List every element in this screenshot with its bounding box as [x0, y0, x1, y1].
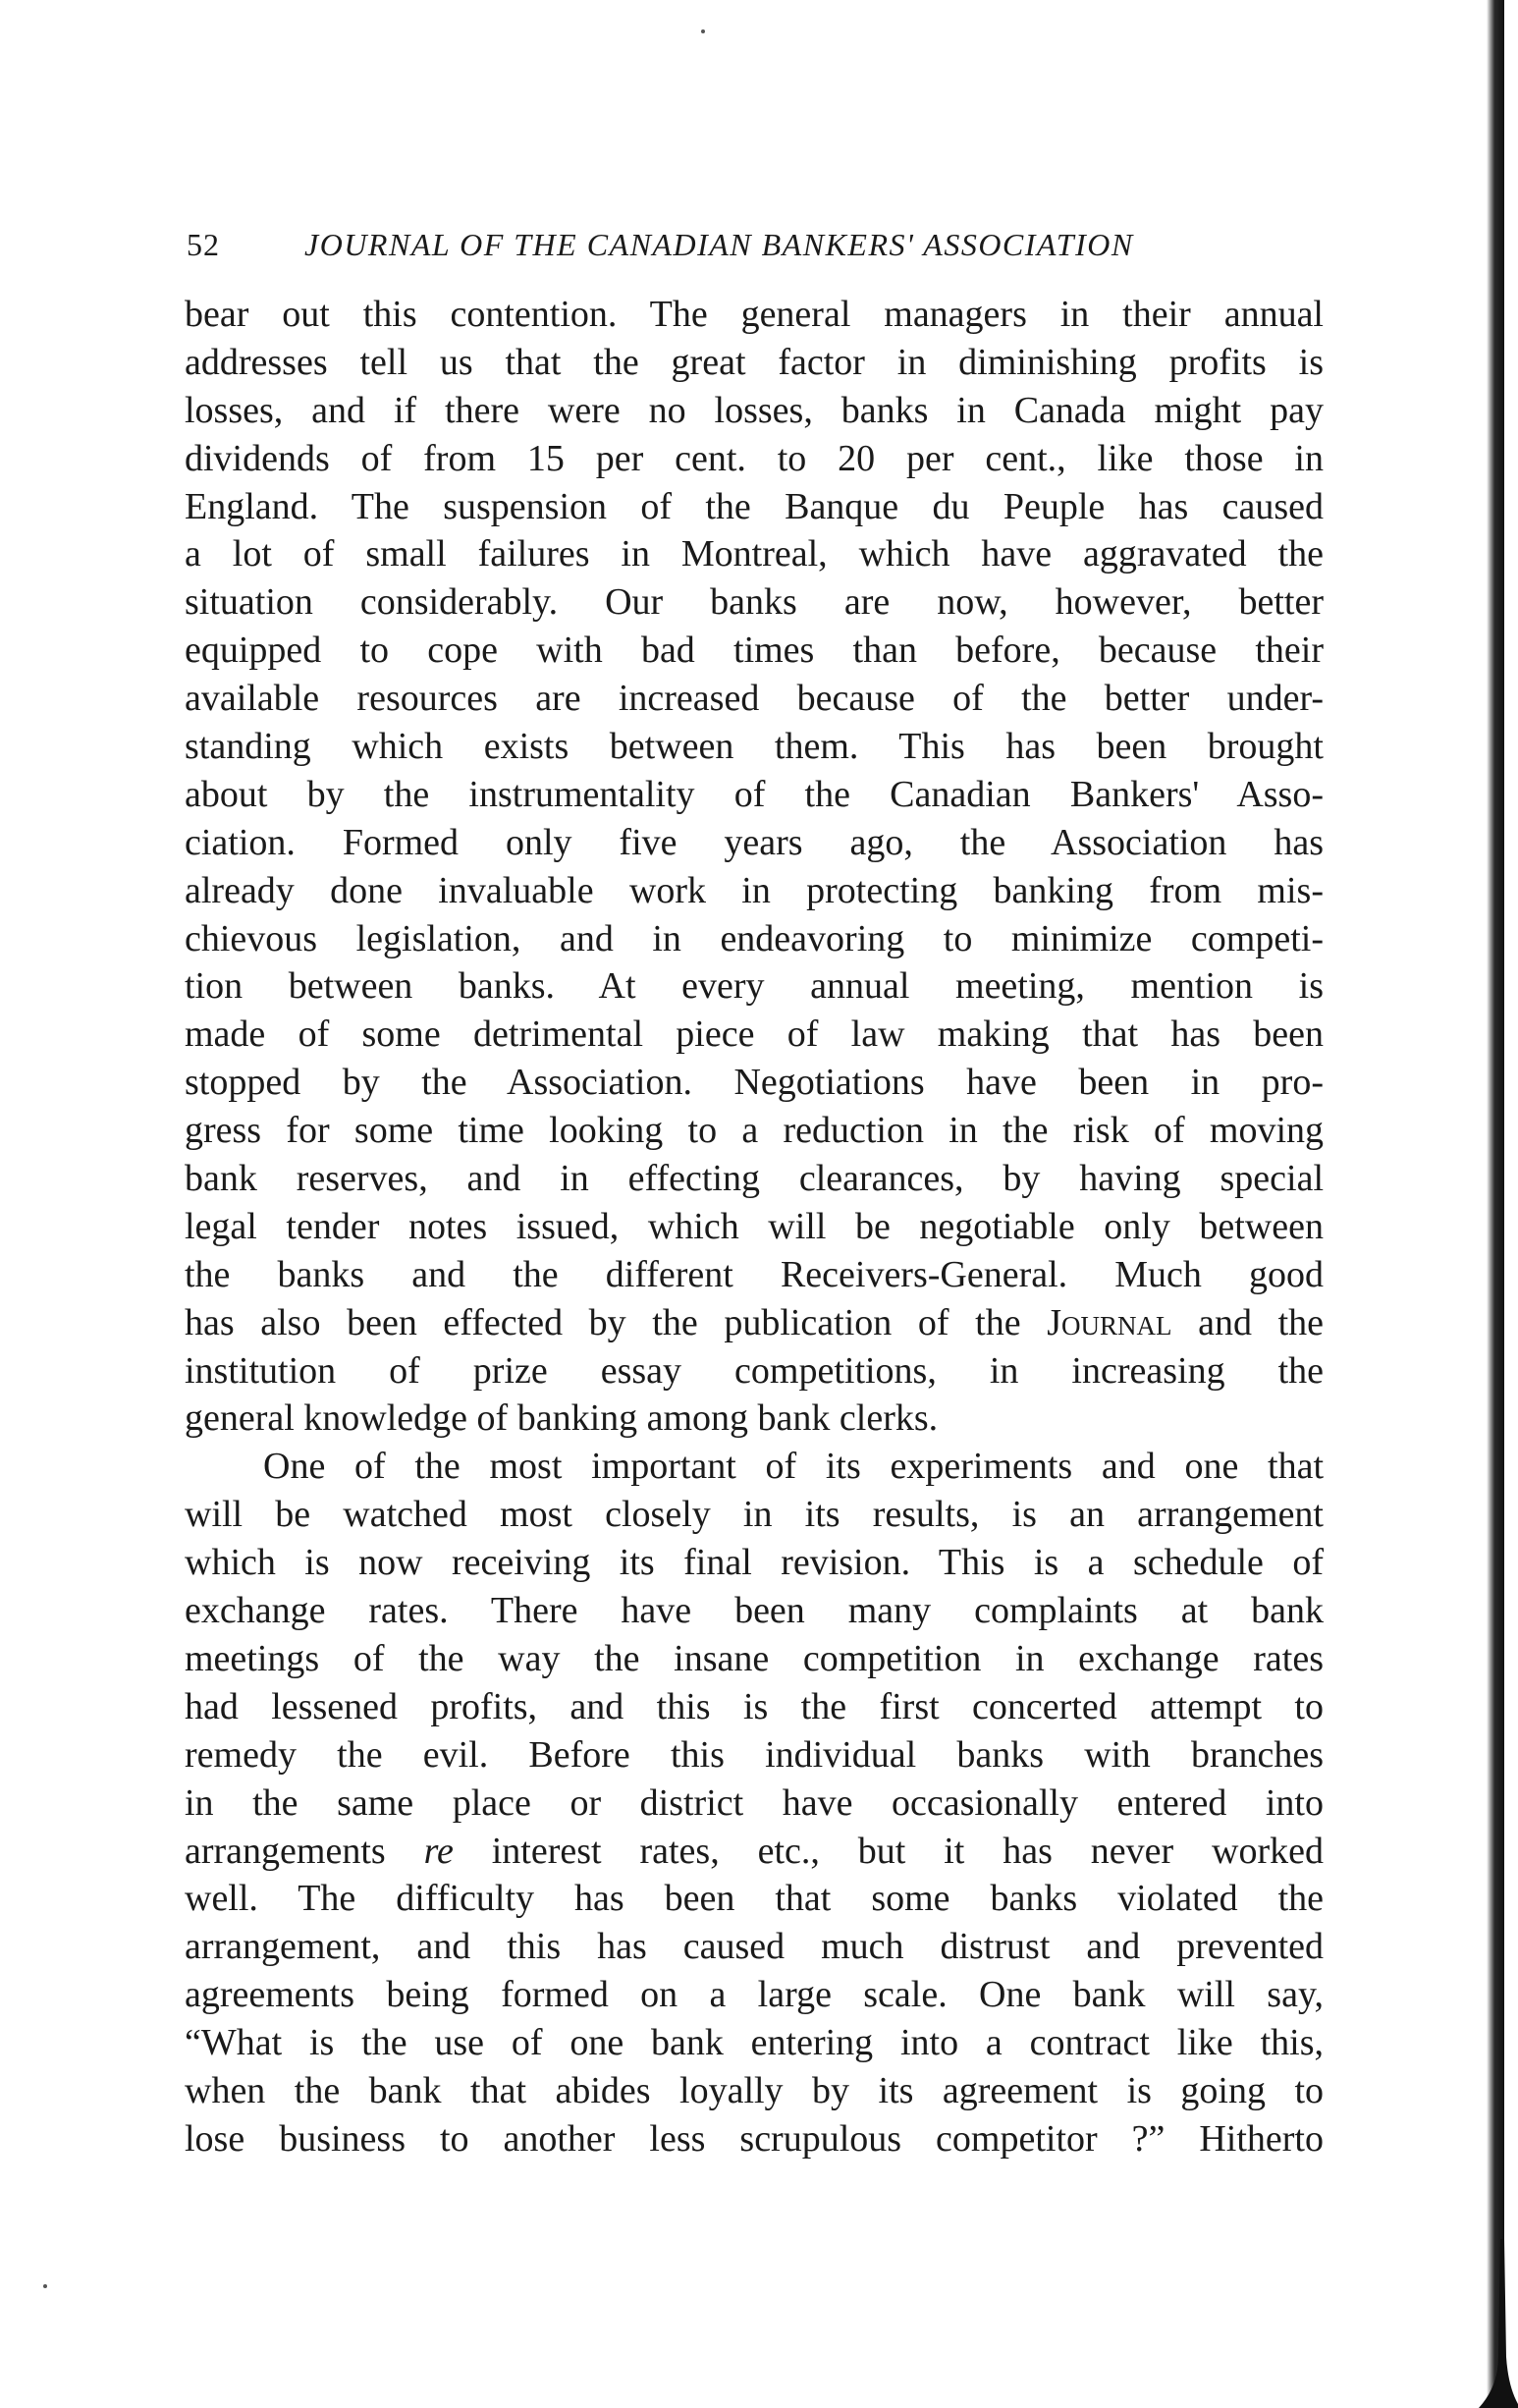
text-line: in the same place or district have occasionally entered into [185, 1781, 1324, 1824]
text-line: bear out this contention. The general managers in their annual [185, 294, 1324, 335]
text-line: well. The difficulty has been that some banks violated the [185, 1878, 1324, 1920]
text-line: lose business to another less scrupulous competitor ?” Hitherto [185, 2117, 1324, 2160]
text-line: general knowledge of banking among bank clerks. [185, 1397, 939, 1440]
text-line: gress for some time looking to a reduction in the risk of moving [185, 1110, 1324, 1152]
text-line: “What is the use of one bank entering into a contract like this, [185, 2022, 1324, 2064]
text-line: standing which exists between them. This has been brought [185, 726, 1324, 768]
journal-word: Journal [1047, 1301, 1172, 1343]
journal-title: JOURNAL OF THE CANADIAN BANKERS' ASSOCIATION [304, 227, 1134, 262]
text-line: stopped by the Association. Negotiations have been in pro- [185, 1062, 1324, 1104]
text-line: about by the instrumentality of the Canadian Bankers' Asso- [185, 773, 1324, 815]
re-word: re [423, 1830, 454, 1872]
text-line: agreements being formed on a large scale. One bank will say, [185, 1974, 1324, 2016]
text-segment: arrangements [185, 1830, 386, 1872]
text-line: will be watched most closely in its results, is an arrangement [185, 1494, 1324, 1536]
text-line: England. The suspension of the Banque du Peuple has caused [185, 485, 1324, 527]
text-line: which is now receiving its final revision. This is a schedule of [185, 1542, 1324, 1584]
text-segment: has also been effected by the publication of the [185, 1301, 1021, 1343]
text-line: situation considerably. Our banks are now, however, better [185, 581, 1324, 624]
binding-edge [1487, 0, 1504, 2408]
binding-foot [1430, 2239, 1518, 2408]
text-line: exchange rates. There have been many complaints at bank [185, 1590, 1324, 1632]
text-line: bank reserves, and in effecting clearances, by having special [185, 1158, 1324, 1200]
scan-speck [701, 29, 705, 33]
page-number: 52 [187, 227, 220, 262]
text-line: the banks and the different Receivers-General. Much good [185, 1253, 1324, 1295]
body-text [185, 291, 1324, 2163]
text-line: meetings of the way the insane competition in exchange rates [185, 1637, 1324, 1679]
text-line: chievous legislation, and in endeavoring to minimize competi- [185, 917, 1324, 959]
text-line: available resources are increased because of the better under- [185, 678, 1324, 720]
text-line: legal tender notes issued, which will be negotiable only between [185, 1205, 1324, 1247]
text-line: addresses tell us that the great factor in diminishing profits is [185, 341, 1324, 383]
text-line: already done invaluable work in protecting banking from mis- [185, 869, 1324, 911]
text-line: ciation. Formed only five years ago, the Association has [185, 821, 1324, 863]
text-line: remedy the evil. Before this individual banks with branches [185, 1733, 1324, 1776]
binding-foot-shape [1479, 2239, 1518, 2408]
running-head [187, 220, 1326, 269]
text-line [185, 1299, 1324, 1347]
text-line: arrangement, and this has caused much distrust and prevented [185, 1926, 1324, 1968]
text-line: institution of prize essay competitions, in increasing the [185, 1349, 1324, 1392]
text-line: made of some detrimental piece of law making that has been [185, 1013, 1324, 1056]
text-segment: and the [1198, 1301, 1324, 1343]
text-line: equipped to cope with bad times than before, because their [185, 629, 1324, 672]
text-line: losses, and if there were no losses, banks in Canada might pay [185, 389, 1324, 431]
text-segment: interest rates, etc., but it has never worked [491, 1830, 1324, 1872]
scan-speck [43, 2284, 47, 2288]
text-line: dividends of from 15 per cent. to 20 per cent., like those in [185, 437, 1324, 479]
text-line: tion between banks. At every annual meeting, mention is [185, 965, 1324, 1008]
text-line: had lessened profits, and this is the first concerted attempt to [185, 1685, 1324, 1727]
text-line: when the bank that abides loyally by its agreement is going to [185, 2069, 1324, 2111]
text-line: a lot of small failures in Montreal, which have aggravated the [185, 533, 1324, 575]
text-line [185, 1828, 1324, 1876]
text-line: One of the most important of its experiments and one that [263, 1446, 1324, 1488]
